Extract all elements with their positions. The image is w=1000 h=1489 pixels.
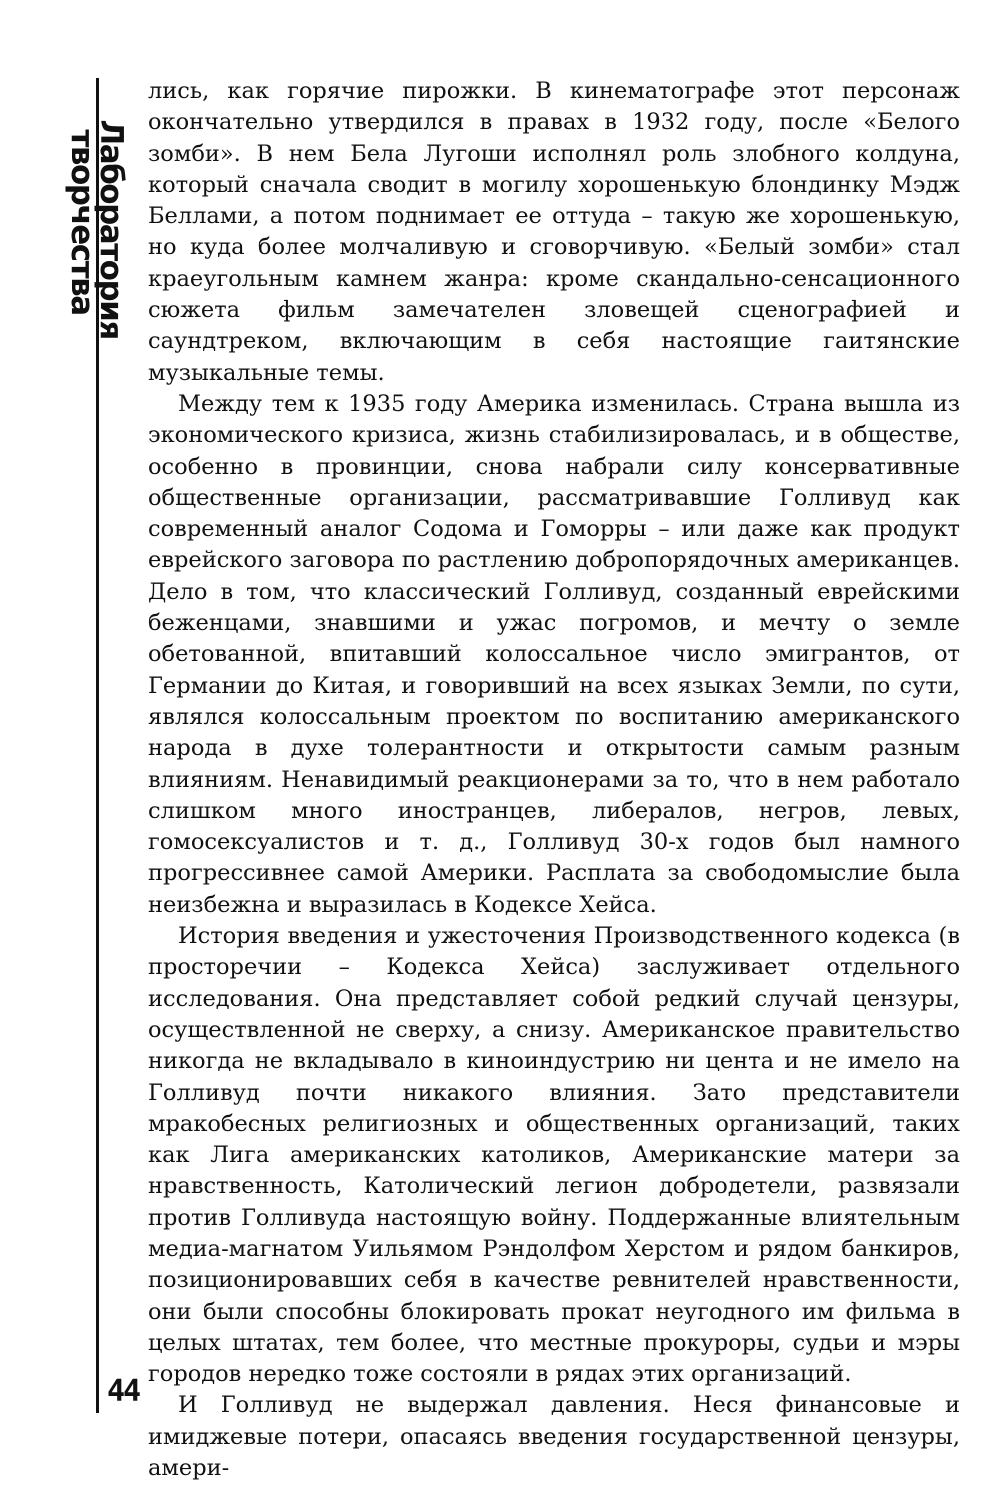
running-head-line-2: творчества [64,129,100,315]
paragraph: лись, как горячие пирожки. В кинематографе этот персонаж окончательно утвердился в правах в 1932 году, после «Белого зомби». В нем Бела Лугоши исполнял роль злобного колдуна, который сначала сводит в могилу хорошенькую блондинку Мэдж Беллами, а потом поднимает ее оттуда – такую же хорошенькую, но куда более молчаливую и сговорчивую. «Белый зомби» стал краеугольным камнем жанра: кроме скандально-сенсационного сюжета фильм замечателен зловещей сценографией и саундтреком, включающим в себя настоящие гаитянские музыкальные темы. [148,78,960,386]
running-head-line-1: Лаборатория [93,119,129,339]
paragraph: История введения и ужесточения Производственного кодекса (в просторечии – Кодекса Хейса) заслуживает отдельного исследования. Она представляет собой редкий случай цензуры, осуществленной не сверху, а снизу. Американское правительство никогда не вкладывало в киноиндустрию ни цента и не имело на Голливуд почти никакого влияния. Зато представители мракобесных религиозных и общественных организаций, таких как Лига американских католиков, Американские матери за нравственность, Католический легион добродетели, развязали против Голливуда настоящую войну. Поддержанные влиятельным медиа-магнатом Уильямом Рэндолфом Херстом и рядом банкиров, позиционировавших себя в качестве ревнителей нравственности, они были способны блокировать прокат неугодного им фильма в целых штатах, тем более, что местные прокуроры, судьи и мэры городов нередко тоже состояли в рядах этих организаций. [148,923,960,1388]
page-number: 44 [107,1374,140,1409]
running-head-text [64,119,129,339]
paragraph: И Голливуд не выдержал давления. Неся финансовые и имиджевые потери, опасаясь введения государственной цензуры, амери- [148,1392,960,1482]
body-text [148,76,960,1484]
paragraph: Между тем к 1935 году Америка изменилась. Страна вышла из экономического кризиса, жизнь стабилизировалась, и в обществе, особенно в провинции, снова набрали силу консервативные общественные организации, рассматривавшие Голливуд как современный аналог Содома и Гоморры – или даже как продукт еврейского заговора по растлению добропорядочных американцев. Дело в том, что классический Голливуд, созданный еврейскими беженцами, знавшими и ужас погромов, и мечту о земле обетованной, впитавший колоссальное число эмигрантов, от Германии до Китая, и говоривший на всех языках Земли, по сути, являлся колоссальным проектом по воспитанию американского народа в духе толерантности и открытости самым разным влияниям. Ненавидимый реакционерами за то, что в нем работало слишком много иностранцев, либералов, негров, левых, гомосексуалистов и т. д., Голливуд 30-х годов был намного прогрессивнее самой Америки. Расплата за свободомыслие была неизбежна и выразилась в Кодексе Хейса. [148,390,960,918]
running-head [60,119,132,339]
